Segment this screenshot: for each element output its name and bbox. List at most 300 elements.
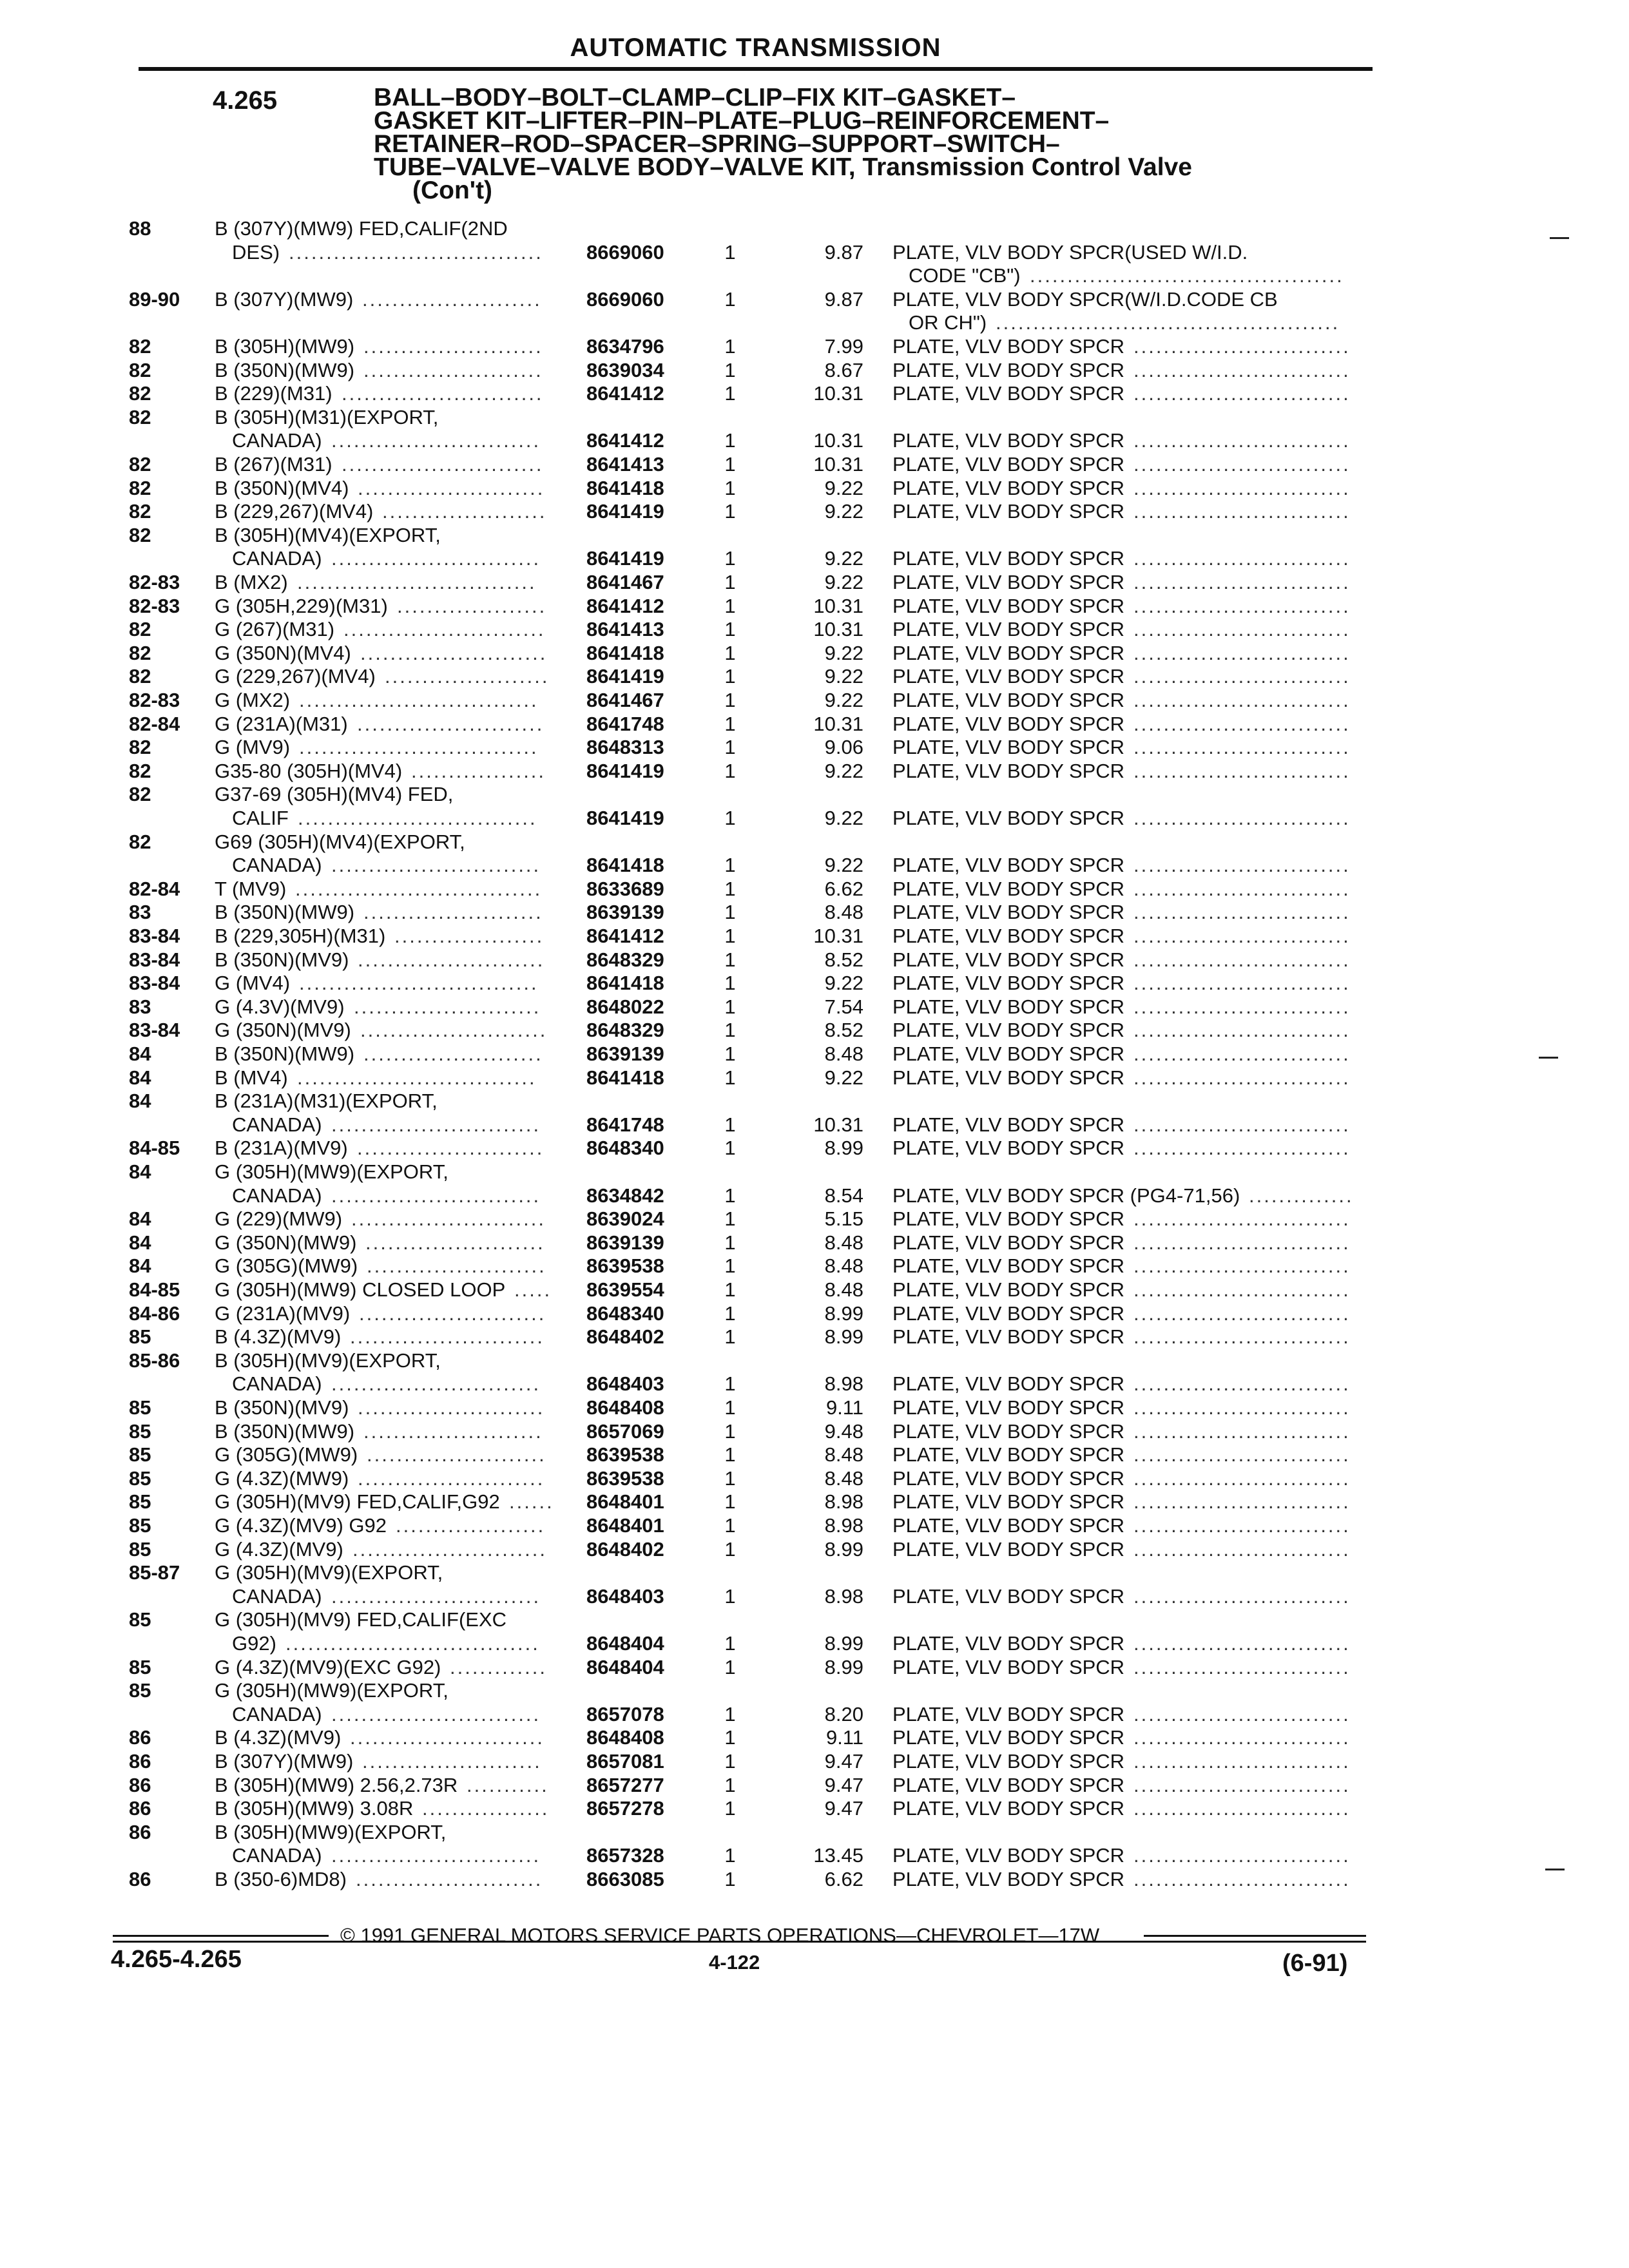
leader-dots: ........................... [342,382,544,405]
price: 8.99 [824,1537,863,1561]
quantity: 1 [724,1278,736,1301]
part-description: PLATE, VLV BODY SPCR [892,1466,1125,1490]
part-number: 8641413 [586,453,664,476]
application-code: 82 [129,335,151,358]
price: 8.99 [824,1137,863,1160]
part-number: 8648340 [586,1302,664,1325]
quantity: 1 [724,1254,736,1278]
leader-dots: ......................... [358,476,545,499]
leader-dots: .................... [397,594,547,617]
application-code: 82-83 [129,571,180,593]
part-description: PLATE, VLV BODY SPCR [892,1137,1125,1160]
leader-dots: ................................ [299,689,539,711]
application-code: 82 [129,405,151,428]
leader-dots: ......................... [357,712,545,735]
quantity: 1 [724,1019,736,1042]
leader-dots: ................................ [298,807,537,829]
part-number: 8639139 [586,1043,664,1065]
application-code: 85 [129,1679,151,1702]
quantity: 1 [724,1396,736,1419]
leader-dots: ............................. [1133,1396,1351,1419]
part-number: 8648403 [586,1372,664,1396]
application-code: 86 [129,1868,151,1890]
leader-dots: ............................. [1133,854,1351,877]
quantity: 1 [724,948,736,971]
price: 8.20 [824,1702,863,1725]
application-code: 84-85 [129,1137,180,1160]
part-number: 8641467 [586,689,664,711]
part-description: PLATE, VLV BODY SPCR [892,1537,1125,1561]
application-code: 82 [129,358,151,381]
leader-dots: ......................... [354,995,541,1018]
leader-dots: ............................. [1133,1019,1351,1042]
part-number: 8639554 [586,1278,664,1301]
application-code: 83-84 [129,1019,180,1042]
leader-dots: ............................. [1133,1773,1351,1796]
part-description: PLATE, VLV BODY SPCR [892,1231,1125,1254]
part-description: PLATE, VLV BODY SPCR [892,453,1125,476]
part-number: 8641748 [586,712,664,735]
price: 8.48 [824,901,863,924]
part-number: 8648404 [586,1655,664,1678]
quantity: 1 [724,1066,736,1089]
part-description: PLATE, VLV BODY SPCR [892,925,1125,947]
application-code: 85 [129,1537,151,1561]
price: 9.11 [825,1396,863,1419]
page-title: AUTOMATIC TRANSMISSION [570,34,941,62]
part-number: 8639538 [586,1443,664,1466]
part-number: 8641419 [586,547,664,570]
footer-section-range: 4.265-4.265 [111,1946,242,1973]
application-text: G (4.3Z)(MW9) [215,1466,349,1490]
application-code: 85 [129,1466,151,1490]
application-text: B (4.3Z)(MV9) [215,1325,342,1349]
price: 8.54 [824,1184,863,1207]
leader-dots: ............................ [331,1584,541,1608]
quantity: 1 [724,476,736,499]
part-number: 8639139 [586,1231,664,1254]
leader-dots: ............................. [1133,1419,1351,1443]
price: 9.22 [824,500,863,523]
application-text: G (305H)(MW9) CLOSED LOOP [215,1278,506,1301]
leader-dots: ............................. [1133,948,1351,971]
part-description: PLATE, VLV BODY SPCR [892,1278,1125,1301]
leader-dots: ............................ [331,547,541,570]
leader-dots: ............................. [1133,1302,1351,1325]
price: 9.22 [824,759,863,782]
leader-dots: ........................ [367,1254,546,1278]
price: 9.22 [824,807,863,829]
part-description: PLATE, VLV BODY SPCR [892,1655,1125,1678]
price: 10.31 [813,453,863,476]
application-code: 82 [129,641,151,664]
application-text: B (305H)(MV4)(EXPORT, [215,523,441,546]
part-description: PLATE, VLV BODY SPCR [892,665,1125,688]
price: 10.31 [813,1113,863,1136]
section-title-continued: (Con't) [412,177,493,204]
price: 8.99 [824,1632,863,1655]
price: 9.22 [824,641,863,664]
application-text: G (267)(M31) [215,618,335,641]
leader-dots: ............................. [1133,1655,1351,1678]
quantity: 1 [724,571,736,593]
price: 8.48 [824,1231,863,1254]
application-text: B (MV4) [215,1066,288,1089]
part-number: 8648313 [586,736,664,759]
application-text: G (MV9) [215,736,291,759]
part-description: PLATE, VLV BODY SPCR(W/I.D.CODE CB [892,287,1278,311]
part-number: 8641419 [586,500,664,523]
application-code: 86 [129,1797,151,1820]
application-text: B (4.3Z)(MV9) [215,1726,342,1749]
part-number: 8641413 [586,618,664,641]
part-number: 8641419 [586,759,664,782]
application-text: B (305H)(M31)(EXPORT, [215,405,439,428]
part-description: PLATE, VLV BODY SPCR [892,1254,1125,1278]
application-text: G (305G)(MW9) [215,1254,358,1278]
quantity: 1 [724,1868,736,1890]
application-text: B (305H)(MW9) [215,335,355,358]
price: 8.98 [824,1514,863,1537]
part-description: PLATE, VLV BODY SPCR [892,1797,1125,1820]
application-text: B (305H)(MW9) 3.08R [215,1797,414,1820]
leader-dots: ......................... [360,641,548,664]
application-code: 84 [129,1207,151,1231]
price: 6.62 [824,1868,863,1890]
part-number: 8641419 [586,665,664,688]
leader-dots: .................. [411,759,546,782]
part-description: PLATE, VLV BODY SPCR [892,382,1125,405]
quantity: 1 [724,1632,736,1655]
part-number: 8648402 [586,1537,664,1561]
application-text: G35-80 (305H)(MV4) [215,759,403,782]
price: 5.15 [824,1207,863,1231]
leader-dots: ............................. [1133,1254,1351,1278]
part-description: PLATE, VLV BODY SPCR [892,500,1125,523]
application-code: 85 [129,1443,151,1466]
leader-dots: ........................ [363,1419,543,1443]
section-title-line: BALL–BODY–BOLT–CLAMP–CLIP–FIX KIT–GASKET– [374,84,1016,111]
quantity: 1 [724,335,736,358]
leader-dots: ......................... [358,1466,545,1490]
part-description: PLATE, VLV BODY SPCR [892,1514,1125,1537]
part-description: PLATE, VLV BODY SPCR [892,948,1125,971]
part-description: PLATE, VLV BODY SPCR [892,1868,1125,1890]
part-number: 8641467 [586,571,664,593]
application-code: 82 [129,500,151,523]
part-number: 8648401 [586,1490,664,1514]
application-code: 82 [129,759,151,782]
part-number: 8657277 [586,1773,664,1796]
price: 9.22 [824,972,863,995]
part-description: PLATE, VLV BODY SPCR [892,736,1125,759]
part-description: PLATE, VLV BODY SPCR [892,547,1125,570]
leader-dots: ............................. [1133,1278,1351,1301]
part-number: 8641418 [586,641,664,664]
leader-dots: ............................. [1133,877,1351,900]
quantity: 1 [724,1466,736,1490]
part-description: PLATE, VLV BODY SPCR [892,1584,1125,1608]
part-description: PLATE, VLV BODY SPCR [892,1702,1125,1725]
price: 9.06 [824,736,863,759]
application-code: 82 [129,476,151,499]
leader-dots: ............................. [1133,1207,1351,1231]
application-text: B (229)(M31) [215,382,333,405]
part-description: PLATE, VLV BODY SPCR [892,1419,1125,1443]
quantity: 1 [724,1184,736,1207]
application-text: B (229,267)(MV4) [215,500,374,523]
price: 10.31 [813,712,863,735]
quantity: 1 [724,382,736,405]
leader-dots: ............................. [1133,476,1351,499]
footer-page-number: 4-122 [709,1951,760,1974]
application-text: G92) [232,1632,276,1655]
application-text: B (350N)(MW9) [215,901,355,924]
leader-dots: ............................ [331,1702,541,1725]
part-number: 8634796 [586,335,664,358]
part-description: CODE "CB") [909,264,1021,287]
leader-dots: ........................ [365,1231,545,1254]
application-code: 82 [129,618,151,641]
leader-dots: ................. [422,1797,550,1820]
quantity: 1 [724,429,736,452]
part-number: 8641412 [586,925,664,947]
application-code: 86 [129,1820,151,1843]
quantity: 1 [724,1514,736,1537]
leader-dots: ................................. [295,877,543,900]
leader-dots: ............................. [1133,1325,1351,1349]
application-code: 86 [129,1750,151,1773]
leader-dots: .......................................... [1030,264,1344,287]
part-description: PLATE, VLV BODY SPCR [892,1325,1125,1349]
part-description: PLATE, VLV BODY SPCR (PG4-71,56) [892,1184,1240,1207]
application-text: CANADA) [232,1844,322,1867]
price: 9.11 [825,1726,863,1749]
quantity: 1 [724,925,736,947]
price: 10.31 [813,429,863,452]
price: 7.54 [824,995,863,1018]
application-text: B (305H)(MW9)(EXPORT, [215,1820,447,1843]
part-number: 8648408 [586,1396,664,1419]
price: 8.98 [824,1372,863,1396]
price: 8.48 [824,1254,863,1278]
application-code: 83-84 [129,972,180,995]
price: 8.98 [824,1490,863,1514]
price: 10.31 [813,618,863,641]
part-number: 8633689 [586,877,664,900]
part-description: PLATE, VLV BODY SPCR [892,901,1125,924]
price: 9.22 [824,665,863,688]
leader-dots: ................................ [299,972,539,995]
leader-dots: ............................ [331,1113,541,1136]
part-number: 8648022 [586,995,664,1018]
leader-dots: ............................. [1133,1443,1351,1466]
application-code: 86 [129,1726,151,1749]
application-text: G (4.3Z)(MV9) [215,1537,343,1561]
application-text: G (4.3Z)(MV9)(EXC G92) [215,1655,441,1678]
leader-dots: .................................. [289,240,543,264]
price: 8.52 [824,1019,863,1042]
leader-dots: ............................. [1133,925,1351,947]
leader-dots: ......................... [360,1019,548,1042]
quantity: 1 [724,995,736,1018]
part-number: 8669060 [586,240,664,264]
quantity: 1 [724,1537,736,1561]
application-text: G (MV4) [215,972,291,995]
leader-dots: ...................... [385,665,550,688]
application-code: 84-86 [129,1302,180,1325]
application-code: 85 [129,1490,151,1514]
part-description: PLATE, VLV BODY SPCR [892,1490,1125,1514]
part-description: PLATE, VLV BODY SPCR [892,358,1125,381]
application-text: G (229,267)(MV4) [215,665,376,688]
quantity: 1 [724,1302,736,1325]
application-code: 83-84 [129,948,180,971]
leader-dots: ............................. [1133,807,1351,829]
part-number: 8641418 [586,854,664,877]
leader-dots: .......................... [351,1207,546,1231]
leader-dots: ............................. [1133,689,1351,711]
application-text: G (4.3V)(MV9) [215,995,345,1018]
price: 8.48 [824,1443,863,1466]
application-text: G (305H)(MW9)(EXPORT, [215,1679,448,1702]
footer-date-code: (6-91) [1282,1950,1348,1977]
part-number: 8641419 [586,807,664,829]
leader-dots: ............................. [1133,594,1351,617]
quantity: 1 [724,1043,736,1065]
application-text: B (350N)(MW9) [215,1419,355,1443]
leader-dots: ........................... [342,453,544,476]
quantity: 1 [724,618,736,641]
part-description: PLATE, VLV BODY SPCR [892,1750,1125,1773]
part-description: PLATE, VLV BODY SPCR [892,571,1125,593]
price: 6.62 [824,877,863,900]
part-description: PLATE, VLV BODY SPCR [892,972,1125,995]
application-text: G (305H)(MV9)(EXPORT, [215,1561,443,1584]
part-description: PLATE, VLV BODY SPCR [892,689,1125,711]
leader-dots: ............................ [331,1184,541,1207]
leader-dots: ......................... [359,1302,546,1325]
part-description: PLATE, VLV BODY SPCR [892,594,1125,617]
application-text: CANADA) [232,1184,322,1207]
quantity: 1 [724,547,736,570]
part-number: 8639024 [586,1207,664,1231]
leader-dots: ...................... [382,500,547,523]
leader-dots: ............................ [331,1372,541,1396]
leader-dots: ............................. [1133,901,1351,924]
leader-dots: .......................... [352,1537,547,1561]
price: 9.87 [824,287,863,311]
quantity: 1 [724,1231,736,1254]
quantity: 1 [724,1750,736,1773]
quantity: 1 [724,854,736,877]
part-number: 8648340 [586,1137,664,1160]
leader-dots: ............................ [331,429,541,452]
leader-dots: ............................. [1133,453,1351,476]
part-description: PLATE, VLV BODY SPCR [892,476,1125,499]
leader-dots: ............................. [1133,1797,1351,1820]
application-text: CANADA) [232,1584,322,1608]
part-description: PLATE, VLV BODY SPCR [892,1019,1125,1042]
part-number: 8641412 [586,429,664,452]
price: 9.22 [824,689,863,711]
footer-rule [113,1935,329,1937]
part-description: PLATE, VLV BODY SPCR [892,1443,1125,1466]
leader-dots: ............................. [1133,500,1351,523]
price: 8.48 [824,1278,863,1301]
application-code: 85-87 [129,1561,180,1584]
leader-dots: ......................... [356,1868,543,1890]
leader-dots: ............................. [1133,972,1351,995]
leader-dots: ............................ [331,1844,541,1867]
quantity: 1 [724,1655,736,1678]
leader-dots: ............................. [1133,429,1351,452]
application-code: 82 [129,783,151,806]
part-number: 8641748 [586,1113,664,1136]
part-number: 8648404 [586,1632,664,1655]
leader-dots: ............................. [1133,1066,1351,1089]
application-code: 85 [129,1514,151,1537]
part-number: 8657328 [586,1844,664,1867]
application-code: 85 [129,1608,151,1631]
application-text: CANADA) [232,1702,322,1725]
quantity: 1 [724,759,736,782]
application-text: CANADA) [232,547,322,570]
quantity: 1 [724,240,736,264]
application-code: 83-84 [129,925,180,947]
application-text: B (350N)(MV9) [215,948,349,971]
part-number: 8657078 [586,1702,664,1725]
leader-dots: .................... [394,925,545,947]
part-number: 8648403 [586,1584,664,1608]
part-number: 8657069 [586,1419,664,1443]
leader-dots: ............................. [1133,547,1351,570]
application-text: CANADA) [232,854,322,877]
part-number: 8648402 [586,1325,664,1349]
quantity: 1 [724,1325,736,1349]
leader-dots: .......................... [350,1726,545,1749]
part-description: PLATE, VLV BODY SPCR [892,618,1125,641]
application-text: G37-69 (305H)(MV4) FED, [215,783,454,806]
price: 8.99 [824,1325,863,1349]
application-text: B (305H)(MW9) 2.56,2.73R [215,1773,458,1796]
application-code: 84 [129,1043,151,1065]
part-description: PLATE, VLV BODY SPCR [892,429,1125,452]
application-text: G (MX2) [215,689,291,711]
price: 9.22 [824,547,863,570]
leader-dots: ............................ [331,854,541,877]
leader-dots: ............................. [1133,335,1351,358]
application-code: 82 [129,665,151,688]
application-text: B (307Y)(MW9) [215,287,354,311]
leader-dots: ............................. [1133,1137,1351,1160]
quantity: 1 [724,972,736,995]
application-text: G (350N)(MV4) [215,641,351,664]
part-number: 8663085 [586,1868,664,1890]
leader-dots: ........................ [363,335,543,358]
price: 8.48 [824,1043,863,1065]
part-number: 8641412 [586,594,664,617]
application-code: 82-83 [129,594,180,617]
price: 9.47 [824,1750,863,1773]
leader-dots: ................................ [297,1066,537,1089]
leader-dots: ............................. [1133,1514,1351,1537]
quantity: 1 [724,665,736,688]
leader-dots: ........................... [343,618,546,641]
application-text: B (350N)(MV4) [215,476,349,499]
leader-dots: ............................. [1133,1632,1351,1655]
price: 13.45 [813,1844,863,1867]
